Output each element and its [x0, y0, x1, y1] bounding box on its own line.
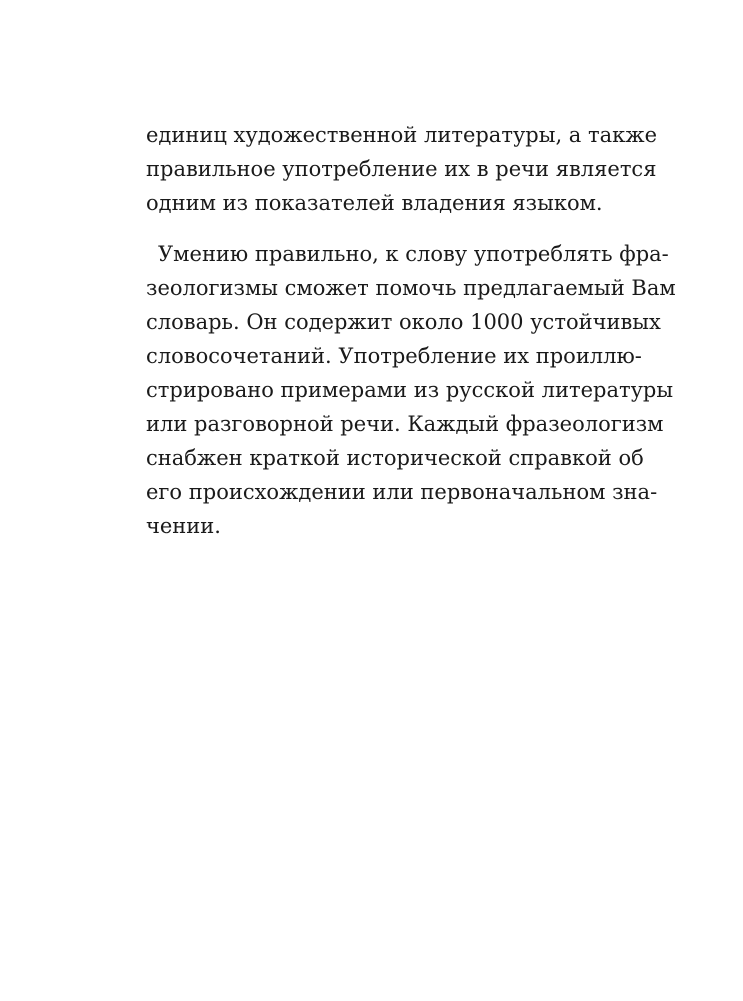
text-line: чении. — [146, 514, 221, 538]
text-line: словарь. Он содержит около 1000 устойчивых — [146, 310, 661, 334]
text-line: правильное употребление их в речи является — [146, 157, 657, 181]
text-line: словосочетаний. Употребление их проиллю- — [146, 344, 642, 368]
text-line: одним из показателей владения языком. — [146, 191, 603, 215]
text-line: Умению правильно, к слову употреблять фра- — [158, 242, 669, 266]
text-line: снабжен краткой исторической справкой об — [146, 446, 644, 470]
paragraph-2 — [146, 237, 676, 543]
paragraph-spacing — [146, 220, 598, 237]
paragraph-1 — [146, 118, 658, 220]
text-line: или разговорной речи. Каждый фразеологизм — [146, 412, 664, 436]
text-line: стрировано примерами из русской литературы — [146, 378, 674, 402]
text-line: зеологизмы сможет помочь предлагаемый Вам — [146, 276, 676, 300]
body-text — [146, 118, 676, 543]
text-line: его происхождении или первоначальном зна- — [146, 480, 658, 504]
text-line: единиц художественной литературы, а также — [146, 123, 658, 147]
